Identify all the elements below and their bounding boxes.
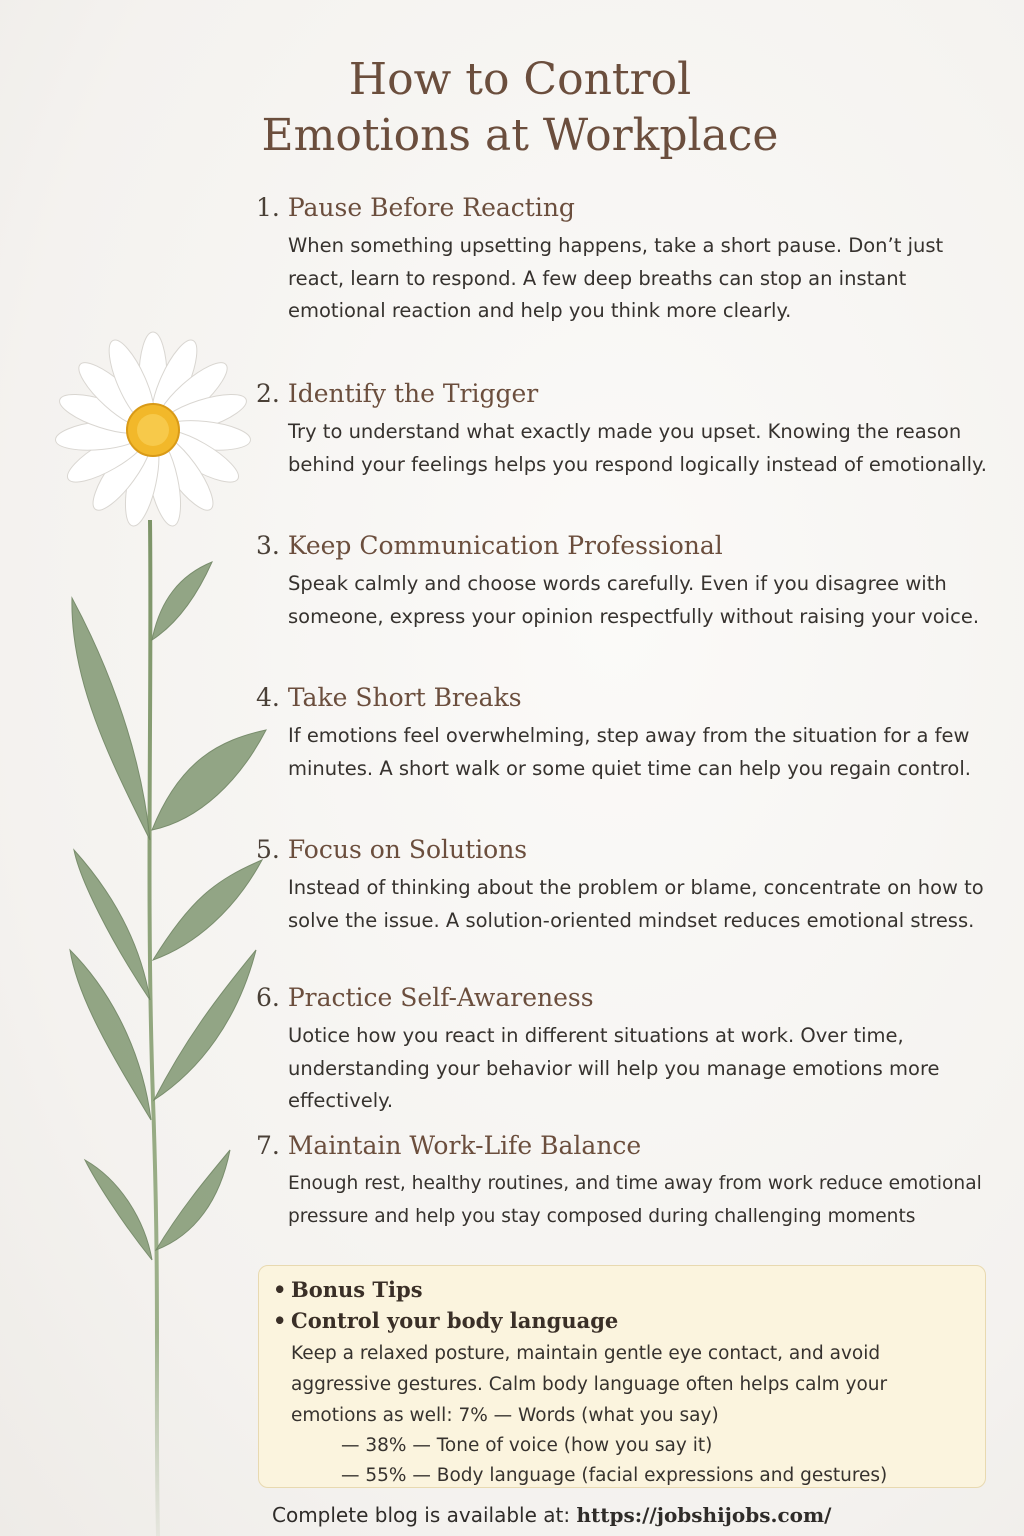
tip-body: Uotice how you react in different situations at work. Over time, understanding your behavior will help you manage emotions more effectively. bbox=[288, 1024, 940, 1112]
tip-body: If emotions feel overwhelming, step away from the situation for a few minutes. A short walk or some quiet time can help you regain control. bbox=[288, 724, 971, 780]
tip-heading bbox=[256, 982, 996, 1014]
footer bbox=[272, 1500, 1012, 1530]
tip-number: 4. bbox=[256, 683, 280, 712]
tip-title: Maintain Work-Life Balance bbox=[287, 1131, 642, 1160]
tip-heading bbox=[256, 530, 996, 562]
title-line-1: How to Control bbox=[348, 54, 692, 105]
tip-body: Try to understand what exactly made you upset. Knowing the reason behind your feelings helps you respond logically instead of emotionally. bbox=[288, 420, 987, 476]
daisy-flower-illustration bbox=[0, 0, 300, 1536]
page-title bbox=[200, 52, 840, 164]
tip-title: Practice Self-Awareness bbox=[287, 983, 594, 1012]
tip-title: Take Short Breaks bbox=[287, 683, 522, 712]
tip-number: 2. bbox=[256, 379, 280, 408]
tip-section-5 bbox=[256, 834, 996, 937]
bullet-icon: • bbox=[273, 1308, 287, 1333]
tip-title: Focus on Solutions bbox=[287, 835, 528, 864]
bonus-tips-box bbox=[258, 1265, 986, 1488]
bonus-tips-title bbox=[273, 1274, 967, 1305]
tip-body: Instead of thinking about the problem or blame, concentrate on how to solve the issue. A solution-oriented mindset reduces emotional stress. bbox=[288, 876, 984, 932]
tip-number: 7. bbox=[256, 1131, 280, 1160]
bonus-body-text: Keep a relaxed posture, maintain gentle eye contact, and avoid aggressive gestures. Calm body language often helps calm your emotions as well: 7% — Words (what you say) bbox=[291, 1343, 888, 1426]
tip-heading bbox=[256, 682, 996, 714]
tip-number: 3. bbox=[256, 531, 280, 560]
bonus-subheading-text: Control your body language bbox=[291, 1308, 619, 1333]
bonus-stat-tone: — 38% — Tone of voice (how you say it) bbox=[341, 1435, 713, 1456]
bonus-title-text: Bonus Tips bbox=[291, 1277, 423, 1302]
tip-title: Keep Communication Professional bbox=[287, 531, 723, 560]
tip-body: When something upsetting happens, take a short pause. Don’t just react, learn to respond. A few deep breaths can stop an instant emotional reaction and help you think more clearly. bbox=[288, 234, 944, 322]
tip-title: Pause Before Reacting bbox=[287, 193, 575, 222]
bonus-body bbox=[291, 1338, 967, 1491]
tip-heading bbox=[256, 834, 996, 866]
tip-section-1 bbox=[256, 192, 996, 328]
tip-section-3 bbox=[256, 530, 996, 633]
tip-section-6 bbox=[256, 982, 996, 1118]
title-line-2: Emotions at Workplace bbox=[261, 110, 779, 161]
tip-section-2 bbox=[256, 378, 996, 481]
tip-section-7 bbox=[256, 1130, 996, 1233]
tip-heading bbox=[256, 378, 996, 410]
tip-number: 1. bbox=[256, 193, 280, 222]
tip-title: Identify the Trigger bbox=[287, 379, 539, 408]
bonus-stat-body-language: — 55% — Body language (facial expressions and gestures) bbox=[341, 1465, 888, 1486]
tip-number: 6. bbox=[256, 983, 280, 1012]
blog-link[interactable]: https://jobshijobs.com/ bbox=[576, 1503, 832, 1527]
tip-body: Enough rest, healthy routines, and time away from work reduce emotional pressure and help you stay composed during challenging moments bbox=[288, 1173, 982, 1227]
tip-heading bbox=[256, 192, 996, 224]
tip-section-4 bbox=[256, 682, 996, 785]
bullet-icon: • bbox=[273, 1277, 287, 1302]
tip-number: 5. bbox=[256, 835, 280, 864]
tip-heading bbox=[256, 1130, 996, 1162]
footer-label: Complete blog is available at: bbox=[272, 1503, 571, 1527]
bonus-subheading bbox=[273, 1305, 967, 1336]
tip-body: Speak calmly and choose words carefully. Even if you disagree with someone, express your opinion respectfully without raising your voice. bbox=[288, 572, 980, 628]
